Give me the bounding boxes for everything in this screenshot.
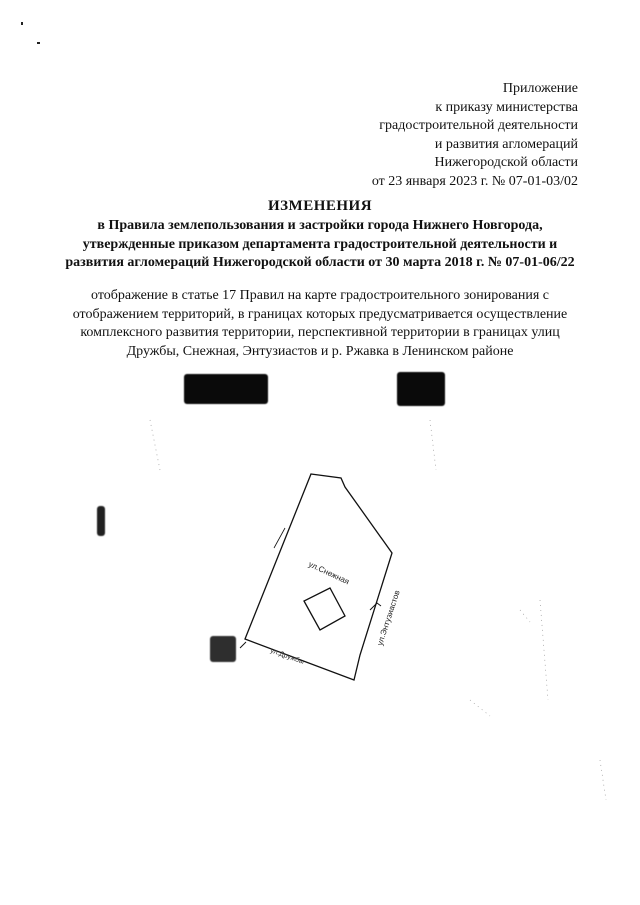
street-notch [240, 642, 246, 648]
subtitle-line: в Правила землепользования и застройки города Нижнего Новгорода, [97, 218, 543, 233]
appendix-line: Приложение [502, 81, 578, 96]
description-line: комплексного развития территории, перспективной территории в границах улиц [80, 325, 560, 340]
building-outline [304, 588, 345, 630]
description-line: отображением территорий, в границах которых предусматривается осуществление [72, 306, 568, 322]
description-line: отображение в статье 17 Правил на карте градостроительного зонирования с [91, 288, 549, 303]
appendix-line: и развития агломераций [434, 136, 578, 152]
territory-boundary [245, 474, 392, 680]
street-edge [274, 528, 285, 548]
appendix-line: от 23 января 2023 г. № 07-01-03/02 [371, 173, 578, 189]
appendix-line: градостроительной деятельности [379, 118, 578, 133]
description-line: Дружбы, Снежная, Энтузиастов и р. Ржавка в Ленинском районе [126, 343, 514, 359]
subtitle-line: развития агломераций Нижегородской области от 30 марта 2018 г. № 07-01-06/22 [65, 255, 575, 270]
scan-noise [150, 420, 606, 800]
appendix-line: к приказу министерства [435, 99, 578, 115]
appendix-line: Нижегородской области [434, 155, 578, 170]
street-label-entuziastov: ул.Энтузиастов [375, 589, 402, 647]
document-title: ИЗМЕНЕНИЯ [267, 198, 373, 214]
street-label-druzhby: ул.Дружбы [269, 647, 305, 666]
street-label-snezhnaya: ул.Снежная [307, 559, 351, 587]
subtitle-line: утвержденные приказом департамента градостроительной деятельности и [82, 236, 558, 252]
